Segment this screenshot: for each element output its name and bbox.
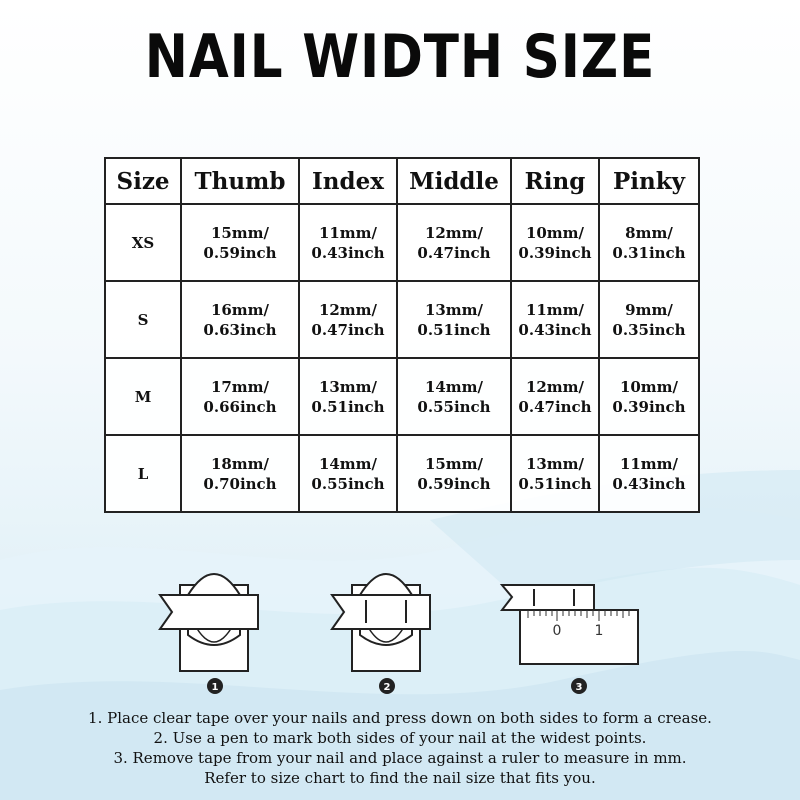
value-mm: 13mm/ bbox=[424, 300, 484, 319]
header-thumb: Thumb bbox=[181, 158, 299, 204]
value-mm: 14mm/ bbox=[318, 454, 378, 473]
size-value-cell bbox=[299, 435, 397, 512]
value-mm: 17mm/ bbox=[210, 377, 270, 396]
size-chart-table bbox=[104, 157, 700, 513]
table-header-row bbox=[105, 158, 699, 204]
instruction-line-3: 3. Remove tape from your nail and place against a ruler to measure in mm. bbox=[113, 749, 687, 767]
value-inch: 0.47inch bbox=[417, 243, 491, 262]
step-2-illustration bbox=[332, 574, 430, 671]
value-mm: 11mm/ bbox=[318, 223, 378, 242]
value-mm: 8mm/ bbox=[625, 223, 673, 242]
step-1-number: 1 bbox=[211, 682, 219, 693]
header-pinky: Pinky bbox=[599, 158, 699, 204]
size-value-cell bbox=[511, 204, 599, 281]
value-inch: 0.59inch bbox=[417, 474, 491, 493]
size-value-cell bbox=[511, 281, 599, 358]
table-row bbox=[105, 358, 699, 435]
step-3-number: 3 bbox=[575, 682, 583, 693]
value-mm: 16mm/ bbox=[210, 300, 270, 319]
size-value-cell bbox=[397, 204, 511, 281]
value-inch: 0.43inch bbox=[612, 474, 686, 493]
value-inch: 0.43inch bbox=[518, 320, 592, 339]
step-3-number-icon bbox=[571, 678, 587, 694]
ruler-label-1: 1 bbox=[594, 623, 604, 639]
table-row bbox=[105, 281, 699, 358]
size-value-cell bbox=[511, 358, 599, 435]
value-mm: 10mm/ bbox=[525, 223, 585, 242]
size-value-cell bbox=[599, 281, 699, 358]
instruction-line-1: 1. Place clear tape over your nails and press down on both sides to form a crease. bbox=[88, 709, 712, 727]
table-row bbox=[105, 204, 699, 281]
size-value-cell bbox=[299, 204, 397, 281]
step-1-number-icon bbox=[207, 678, 223, 694]
size-value-cell bbox=[299, 281, 397, 358]
value-mm: 13mm/ bbox=[318, 377, 378, 396]
value-inch: 0.70inch bbox=[203, 474, 277, 493]
size-value-cell bbox=[511, 435, 599, 512]
value-inch: 0.66inch bbox=[203, 397, 277, 416]
size-value-cell bbox=[181, 435, 299, 512]
value-mm: 18mm/ bbox=[210, 454, 270, 473]
step-3-illustration bbox=[502, 585, 638, 664]
instruction-line-2: 2. Use a pen to mark both sides of your nail at the widest points. bbox=[153, 729, 647, 747]
value-mm: 10mm/ bbox=[619, 377, 679, 396]
size-label-cell: S bbox=[105, 281, 181, 358]
value-inch: 0.55inch bbox=[311, 474, 385, 493]
table-row bbox=[105, 435, 699, 512]
value-inch: 0.35inch bbox=[612, 320, 686, 339]
value-inch: 0.51inch bbox=[417, 320, 491, 339]
size-label-cell: L bbox=[105, 435, 181, 512]
size-value-cell bbox=[397, 281, 511, 358]
value-inch: 0.59inch bbox=[203, 243, 277, 262]
ruler-label-0: 0 bbox=[552, 623, 562, 639]
size-value-cell bbox=[599, 358, 699, 435]
value-mm: 12mm/ bbox=[424, 223, 484, 242]
instruction-line-4: Refer to size chart to find the nail size that fits you. bbox=[204, 769, 596, 787]
value-inch: 0.31inch bbox=[612, 243, 686, 262]
value-mm: 13mm/ bbox=[525, 454, 585, 473]
value-inch: 0.47inch bbox=[311, 320, 385, 339]
value-inch: 0.63inch bbox=[203, 320, 277, 339]
header-size: Size bbox=[105, 158, 181, 204]
size-value-cell bbox=[397, 435, 511, 512]
header-index: Index bbox=[299, 158, 397, 204]
size-label-cell: M bbox=[105, 358, 181, 435]
value-mm: 15mm/ bbox=[424, 454, 484, 473]
value-inch: 0.39inch bbox=[518, 243, 592, 262]
step-1-illustration bbox=[160, 574, 258, 671]
header-middle: Middle bbox=[397, 158, 511, 204]
size-value-cell bbox=[599, 204, 699, 281]
size-value-cell bbox=[181, 281, 299, 358]
value-inch: 0.55inch bbox=[417, 397, 491, 416]
value-inch: 0.43inch bbox=[311, 243, 385, 262]
step-2-number-icon bbox=[379, 678, 395, 694]
size-value-cell bbox=[299, 358, 397, 435]
size-value-cell bbox=[181, 358, 299, 435]
header-ring: Ring bbox=[511, 158, 599, 204]
value-mm: 15mm/ bbox=[210, 223, 270, 242]
value-mm: 11mm/ bbox=[525, 300, 585, 319]
size-value-cell bbox=[397, 358, 511, 435]
size-value-cell bbox=[599, 435, 699, 512]
value-inch: 0.39inch bbox=[612, 397, 686, 416]
step-2-number: 2 bbox=[383, 682, 391, 693]
measurement-steps-illustration bbox=[0, 555, 800, 695]
value-inch: 0.51inch bbox=[311, 397, 385, 416]
value-mm: 14mm/ bbox=[424, 377, 484, 396]
instructions bbox=[0, 708, 800, 788]
value-mm: 9mm/ bbox=[625, 300, 673, 319]
size-label-cell: XS bbox=[105, 204, 181, 281]
value-inch: 0.51inch bbox=[518, 474, 592, 493]
value-mm: 12mm/ bbox=[318, 300, 378, 319]
page-title: NAIL WIDTH SIZE bbox=[144, 22, 656, 92]
value-mm: 12mm/ bbox=[525, 377, 585, 396]
size-value-cell bbox=[181, 204, 299, 281]
value-mm: 11mm/ bbox=[619, 454, 679, 473]
value-inch: 0.47inch bbox=[518, 397, 592, 416]
